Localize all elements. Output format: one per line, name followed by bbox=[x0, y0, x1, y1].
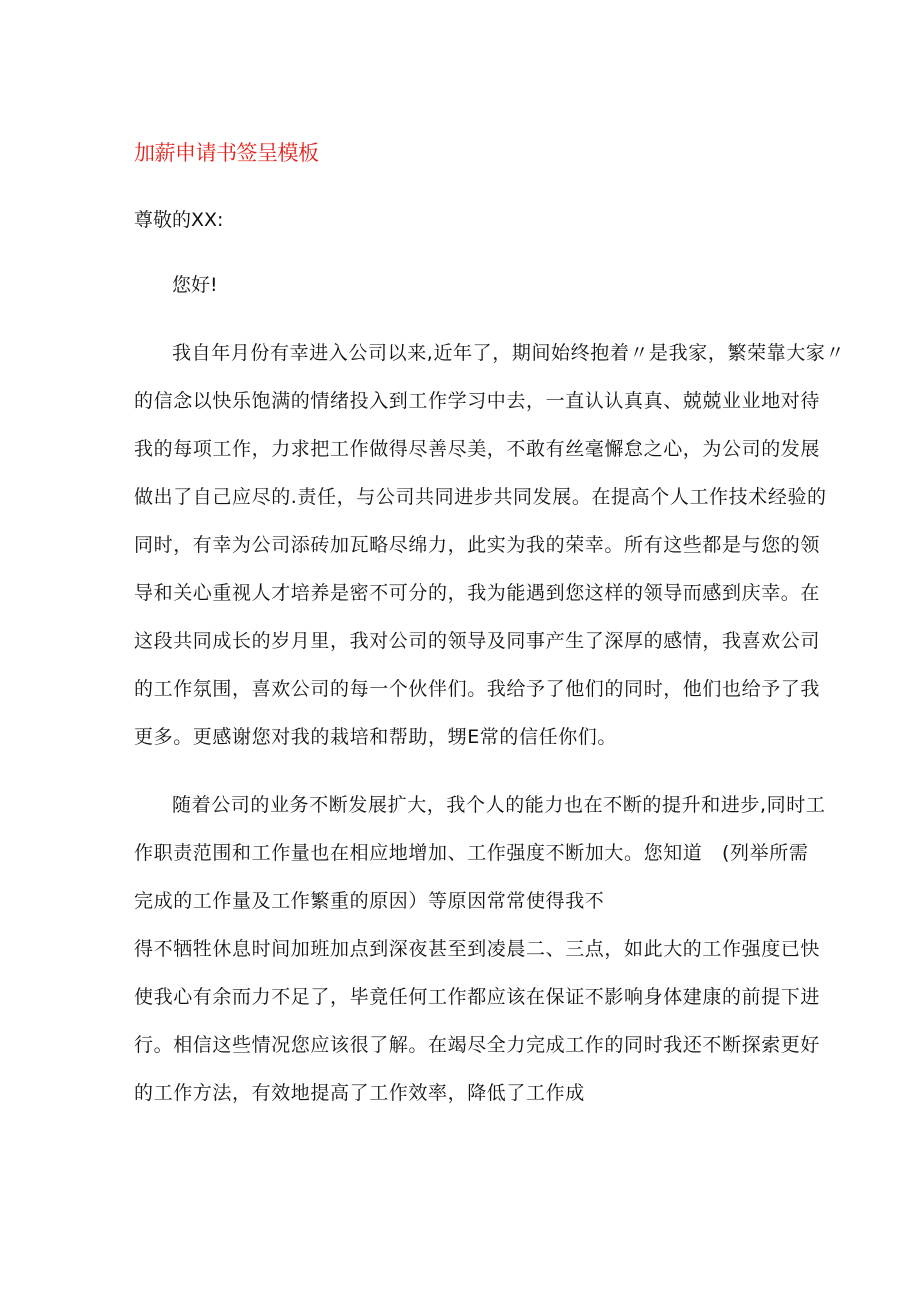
document-title: 加薪申请书签呈模板 bbox=[134, 141, 319, 165]
paragraph-line: 行。相信这些情况您应该很了解。在竭尽全力完成工作的同时我还不断探索更好 bbox=[134, 1034, 821, 1056]
paragraph-line: 同时，有幸为公司添砖加瓦略尽绵力，此实为我的荣幸。所有这些都是与您的领 bbox=[134, 534, 821, 556]
paragraph-line: 使我心有余而力不足了，毕竟任何工作都应该在保证不影响身体建康的前提下进 bbox=[134, 986, 821, 1008]
paragraph-line: 的工作方法，有效地提高了工作效率，降低了工作成 bbox=[134, 1082, 585, 1104]
paragraph-line: 完成的工作量及工作繁重的原因）等原因常常使得我不 bbox=[134, 890, 605, 912]
paragraph-line: 得不牺牲休息时间加班加点到深夜甚至到凌晨二、三点，如此大的工作强度已快 bbox=[134, 938, 821, 960]
greeting: 您好! bbox=[172, 274, 218, 296]
paragraph-line: 这段共同成长的岁月里，我对公司的领导及同事产生了深厚的感情，我喜欢公司 bbox=[134, 630, 821, 652]
paragraph-line: 的信念以快乐饱满的情绪投入到工作学习中去，一直认认真真、兢兢业业地对待 bbox=[134, 390, 821, 412]
paragraph-line: 我的每项工作，力求把工作做得尽善尽美，不敢有丝毫懈怠之心，为公司的发展 bbox=[134, 438, 821, 460]
paragraph-line: 的工作氛围，喜欢公司的每一个伙伴们。我给予了他们的同时，他们也给予了我 bbox=[134, 678, 821, 700]
paragraph-line: 做出了自己应尽的.责任，与公司共同进步共同发展。在提高个人工作技术经验的 bbox=[134, 486, 827, 508]
paragraph-line: 作职责范围和工作量也在相应地增加、工作强度不断加大。您知道 (列举所需 bbox=[134, 842, 809, 864]
paragraph-line: 我自年月份有幸进入公司以来,近年了，期间始终抱着〃是我家，繁荣靠大家〃 bbox=[172, 342, 846, 364]
salutation: 尊敬的XX: bbox=[134, 209, 224, 231]
paragraph-line: 随着公司的业务不断发展扩大，我个人的能力也在不断的提升和进步,同时工 bbox=[172, 794, 826, 816]
paragraph-line: 更多。更感谢您对我的栽培和帮助，甥E常的信任你们。 bbox=[134, 726, 618, 748]
paragraph-line: 导和关心重视人才培养是密不可分的，我为能遇到您这样的领导而感到庆幸。在 bbox=[134, 582, 821, 604]
